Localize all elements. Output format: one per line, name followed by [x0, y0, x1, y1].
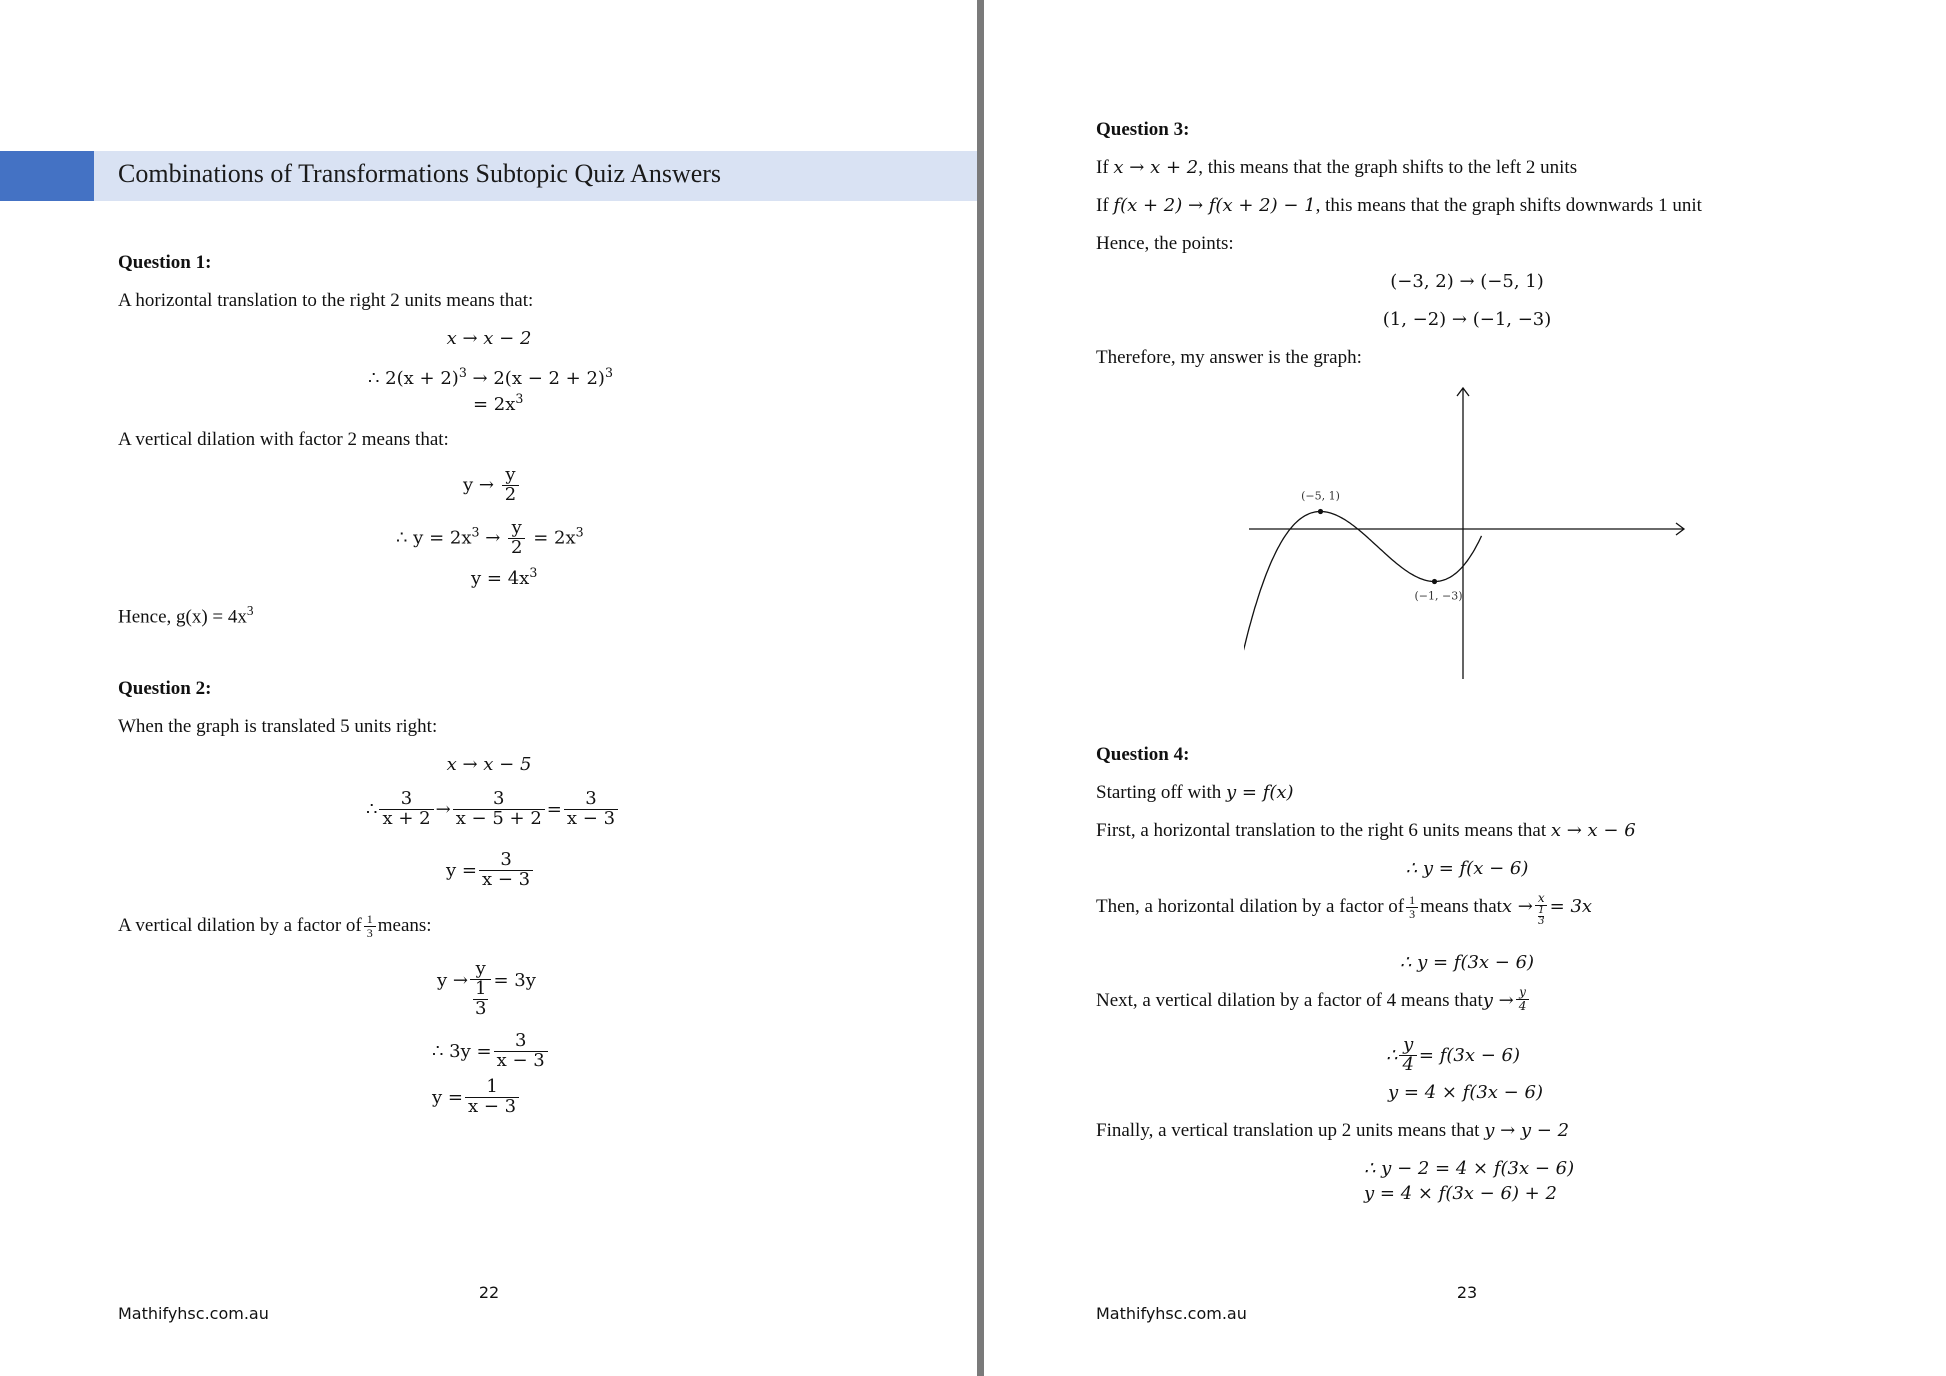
q1-text-1: A horizontal translation to the right 2 units means that: [118, 290, 534, 311]
q2-eq-5-lhs: ∴ 3y = [432, 1040, 492, 1062]
exponent: 3 [246, 603, 254, 618]
q1-eq-2-lhs: ∴ 2(x + 2) [368, 368, 459, 389]
q2-text-2 [118, 913, 432, 939]
exponent: 3 [458, 365, 467, 380]
q4-eq-1: ∴ y = f(x − 6) [1405, 858, 1529, 879]
exponent: 3 [604, 365, 613, 380]
text: , this means that the graph shifts to the left 2 units [1198, 157, 1578, 178]
turning-point-min-label: (−1, −3) [1414, 589, 1463, 603]
fraction-y-over-2 [508, 519, 525, 558]
q1-eq-4 [463, 466, 521, 505]
page-number: 23 [1456, 1283, 1478, 1302]
q4-eq-4: y = 4 × f(3x − 6) [1388, 1082, 1543, 1103]
q4-text-1 [1096, 782, 1294, 804]
q1-eq-5-lhs: ∴ y = 2x [396, 527, 472, 549]
denominator: 2 [502, 485, 519, 505]
q1-text-2: A vertical dilation with factor 2 means that: [118, 429, 449, 450]
q4-text-4 [1096, 985, 1531, 1013]
fraction-y-over-one-third [470, 960, 491, 1019]
fraction-y-over-2 [502, 466, 519, 505]
arrow: → [435, 798, 451, 820]
fraction-1-over-3 [364, 913, 376, 939]
text: Finally, a vertical translation up 2 units means that [1096, 1120, 1485, 1141]
text: , this means that the graph shifts downwards 1 unit [1315, 195, 1702, 216]
q1-eq-3-text: = 2x [473, 394, 516, 415]
q3-text-2 [1096, 195, 1702, 217]
q2-eq-5 [432, 1032, 550, 1071]
page-divider [977, 0, 984, 1376]
q2-text-1: When the graph is translated 5 units right: [118, 716, 438, 737]
numerator: 1 [486, 1076, 498, 1097]
turning-point-min [1432, 579, 1437, 584]
therefore-symbol: ∴ [366, 798, 378, 820]
cubic-curve [1244, 512, 1482, 651]
text: Next, a vertical dilation by a factor of 4 means that [1096, 990, 1483, 1011]
numerator: 1 [366, 912, 373, 926]
math: x → [1501, 896, 1533, 917]
page-number: 22 [478, 1283, 500, 1302]
q3-text-1 [1096, 157, 1577, 179]
denominator: 3 [364, 926, 376, 940]
numerator: 3 [514, 1030, 527, 1051]
math: f(x + 2) → f(x + 2) − 1 [1113, 195, 1316, 216]
math: x → x + 2 [1113, 157, 1199, 178]
denominator: 4 [1516, 999, 1530, 1013]
numerator: x [1537, 891, 1545, 905]
denominator: x − 3 [479, 870, 533, 890]
math: = 3x [1549, 896, 1593, 917]
fraction-3-over-x-minus-3 [479, 851, 533, 890]
q1-conclusion-text: Hence, g(x) = 4x [118, 606, 247, 628]
fraction-y-over-4 [1516, 986, 1530, 1012]
exponent: 3 [515, 391, 524, 406]
numerator: 3 [493, 788, 505, 809]
math: y = f(x) [1226, 782, 1294, 803]
q1-eq-5-rhs: = 2x [527, 527, 576, 549]
text: Starting off with [1096, 782, 1227, 803]
cubic-graph [1244, 380, 1704, 690]
fraction-y-over-4 [1399, 1036, 1416, 1075]
fraction-1-over-x-minus-3 [465, 1078, 519, 1117]
q3-point-map-2: (1, −2) → (−1, −3) [1382, 309, 1552, 330]
equals: = [546, 798, 562, 820]
q3-text-3: Hence, the points: [1096, 233, 1234, 254]
question-1-heading: Question 1: [118, 252, 212, 273]
q2-text-2-b: means: [377, 915, 432, 937]
q3-point-map-1: (−3, 2) → (−5, 1) [1390, 271, 1544, 292]
text: If [1096, 195, 1114, 216]
q2-eq-4 [437, 960, 536, 1019]
arrow: → [479, 527, 507, 549]
footer-site: Mathifyhsc.com.au [1096, 1304, 1247, 1323]
denominator: x − 3 [494, 1051, 548, 1071]
inner-denominator: 3 [474, 997, 487, 1019]
math: y → y − 2 [1484, 1120, 1570, 1141]
question-2-heading: Question 2: [118, 678, 212, 699]
numerator: y [475, 958, 486, 979]
fraction-3-over-x-minus-3 [494, 1032, 548, 1071]
q4-eq-5: ∴ y − 2 = 4 × f(3x − 6) [1364, 1158, 1575, 1179]
q4-eq-3-rhs: = f(3x − 6) [1418, 1044, 1520, 1066]
numerator: y [505, 464, 516, 485]
fraction-3-over-x-minus-3 [564, 790, 618, 829]
denominator: x − 3 [465, 1097, 519, 1117]
therefore-symbol: ∴ [1386, 1044, 1398, 1066]
q2-eq-6-lhs: y = [432, 1086, 463, 1108]
q4-text-2 [1096, 820, 1636, 842]
text: means that [1420, 896, 1502, 917]
q4-eq-6: y = 4 × f(3x − 6) + 2 [1364, 1183, 1557, 1204]
turning-point-max [1318, 509, 1323, 514]
math: x → x − 6 [1550, 820, 1636, 841]
q1-conclusion [118, 603, 254, 628]
question-3-heading: Question 3: [1096, 119, 1190, 140]
q1-eq-1: x → x − 2 [446, 328, 532, 349]
inner-numerator: 1 [474, 977, 487, 999]
denominator: x − 3 [564, 809, 618, 829]
q1-eq-4-lhs: y → [463, 474, 500, 496]
question-4-heading: Question 4: [1096, 744, 1190, 765]
document-title: Combinations of Transformations Subtopic Quiz Answers [118, 159, 722, 188]
q1-eq-5 [396, 519, 584, 558]
math: y → [1482, 990, 1514, 1011]
q4-eq-3 [1386, 1036, 1520, 1075]
numerator: 1 [1409, 893, 1416, 907]
denominator: x + 2 [379, 809, 433, 829]
numerator: 3 [585, 788, 597, 809]
numerator: y [1403, 1034, 1414, 1055]
q1-eq-3 [473, 391, 523, 415]
q1-eq-2 [368, 365, 613, 389]
q2-eq-4-lhs: y → [437, 970, 468, 991]
numerator: y [511, 517, 522, 538]
q4-text-3 [1096, 891, 1593, 928]
turning-point-max-label: (−5, 1) [1301, 489, 1340, 503]
exponent: 3 [471, 524, 480, 540]
numerator: 3 [400, 788, 413, 809]
q1-eq-2-rhs: → 2(x − 2 + 2) [466, 368, 605, 389]
exponent: 3 [575, 524, 584, 540]
q2-eq-4-rhs: = 3y [493, 970, 536, 991]
denominator: 3 [1406, 907, 1418, 921]
header-accent-block [0, 151, 94, 201]
q2-eq-6 [432, 1078, 521, 1117]
q1-eq-6 [471, 565, 537, 589]
denominator: 4 [1399, 1055, 1416, 1075]
q4-text-5 [1096, 1120, 1569, 1142]
fraction-3-over-x-minus-5-plus-2 [453, 790, 545, 829]
q3-text-4: Therefore, my answer is the graph: [1096, 347, 1362, 368]
inner-denominator: 3 [1538, 916, 1545, 928]
q2-eq-3-lhs: y = [446, 859, 477, 881]
q1-eq-6-text: y = 4x [471, 568, 530, 589]
exponent: 3 [529, 565, 538, 580]
fraction-1-over-3 [1406, 894, 1418, 920]
q2-eq-2 [366, 790, 620, 829]
numerator: y [1519, 985, 1526, 999]
inner-numerator: 1 [1538, 904, 1545, 916]
q2-eq-3 [446, 851, 535, 890]
page-23 [984, 0, 1946, 1376]
text: Then, a horizontal dilation by a factor of [1096, 896, 1405, 917]
text: First, a horizontal translation to the right 6 units means that [1096, 820, 1551, 841]
denominator: 2 [508, 538, 525, 558]
text: If [1096, 157, 1114, 178]
fraction-x-over-one-third [1535, 892, 1548, 928]
q2-eq-1: x → x − 5 [446, 754, 532, 775]
q2-text-2-a: A vertical dilation by a factor of [118, 915, 362, 937]
footer-site: Mathifyhsc.com.au [118, 1304, 269, 1323]
fraction-3-over-x-plus-2 [379, 790, 433, 829]
denominator: x − 5 + 2 [453, 809, 545, 829]
denominator [470, 979, 491, 1019]
denominator [1535, 905, 1547, 928]
numerator: 3 [500, 849, 512, 870]
q4-eq-2: ∴ y = f(3x − 6) [1399, 952, 1535, 973]
